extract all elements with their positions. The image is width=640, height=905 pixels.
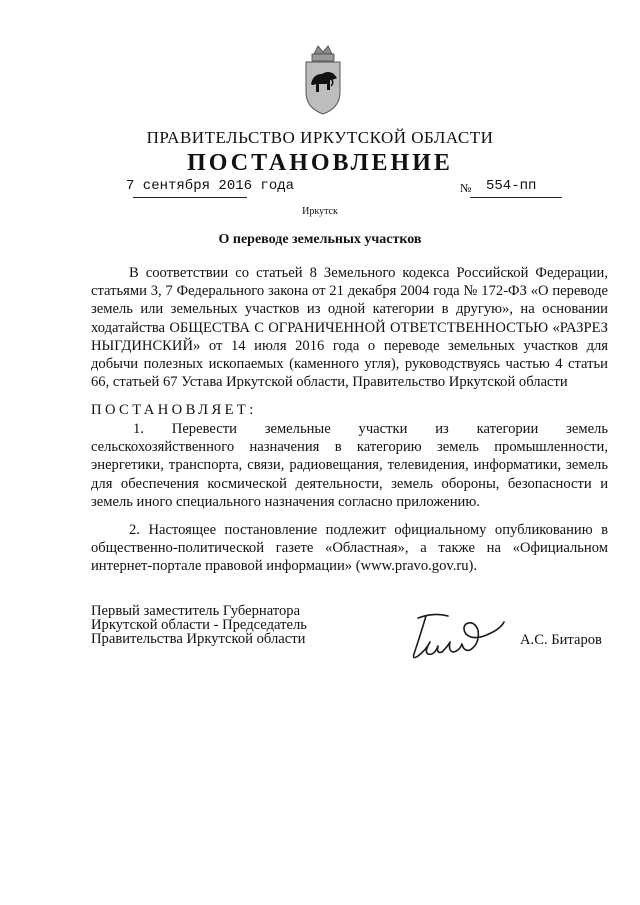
signatory-name: А.С. Битаров bbox=[520, 632, 602, 648]
document-type: ПОСТАНОВЛЕНИЕ bbox=[187, 150, 453, 176]
city-name: Иркутск bbox=[302, 206, 338, 217]
signatory-position-line: Правительства Иркутской области bbox=[91, 631, 306, 647]
date-underline bbox=[133, 197, 247, 198]
signatory-position bbox=[91, 604, 307, 646]
decree-item-2: 2. Настоящее постановление подлежит официальному опубликованию в общественно-политической газете «Областная», а также на «Официальном интернет-портале правовой информации» (www.pravo.gov.ru). bbox=[91, 522, 608, 575]
coat-of-arms-icon bbox=[300, 40, 346, 116]
handwritten-signature-icon bbox=[404, 610, 508, 664]
signatory-position-line: Первый заместитель Губернатора bbox=[91, 603, 301, 619]
decree-item-1: 1. Перевести земельные участки из категории земель сельскохозяйственного назначения в категорию земель промышленности, энергетики, транспорта, связи, радиовещания, телевидения, информатики, земель для обеспечения космической деятельности, земель обороны, безопасности и земель иного специального назначения согласно приложению. bbox=[91, 421, 608, 510]
organization-name: ПРАВИТЕЛЬСТВО ИРКУТСКОЙ ОБЛАСТИ bbox=[146, 128, 494, 147]
signatory-position-line: Иркутской области - Председатель bbox=[91, 617, 307, 633]
document-number: 554-пп bbox=[486, 178, 537, 194]
decree-heading: ПОСТАНОВЛЯЕТ: bbox=[91, 402, 257, 418]
document-title: О переводе земельных участков bbox=[218, 232, 422, 247]
document-date: 7 сентября 2016 года bbox=[126, 178, 295, 194]
number-label: № bbox=[460, 181, 472, 195]
number-underline bbox=[470, 197, 562, 198]
preamble-paragraph: В соответствии со статьей 8 Земельного кодекса Российской Федерации, статьями 3, 7 Федерального закона от 21 декабря 2004 года № 172-ФЗ «О переводе земель или земельных участков из одной категории в другую», на основании ходатайства ОБЩЕСТВА С ОГРАНИЧЕННОЙ ОТВЕТСТВЕННОСТЬЮ «РАЗРЕЗ НЫГДИНСКИЙ» от 14 июля 2016 года о переводе земельных участков для добычи полезных ископаемых (каменного угля), руководствуясь частью 4 статьи 66, статьей 67 Устава Иркутской области, Правительство Иркутской области bbox=[91, 265, 608, 391]
